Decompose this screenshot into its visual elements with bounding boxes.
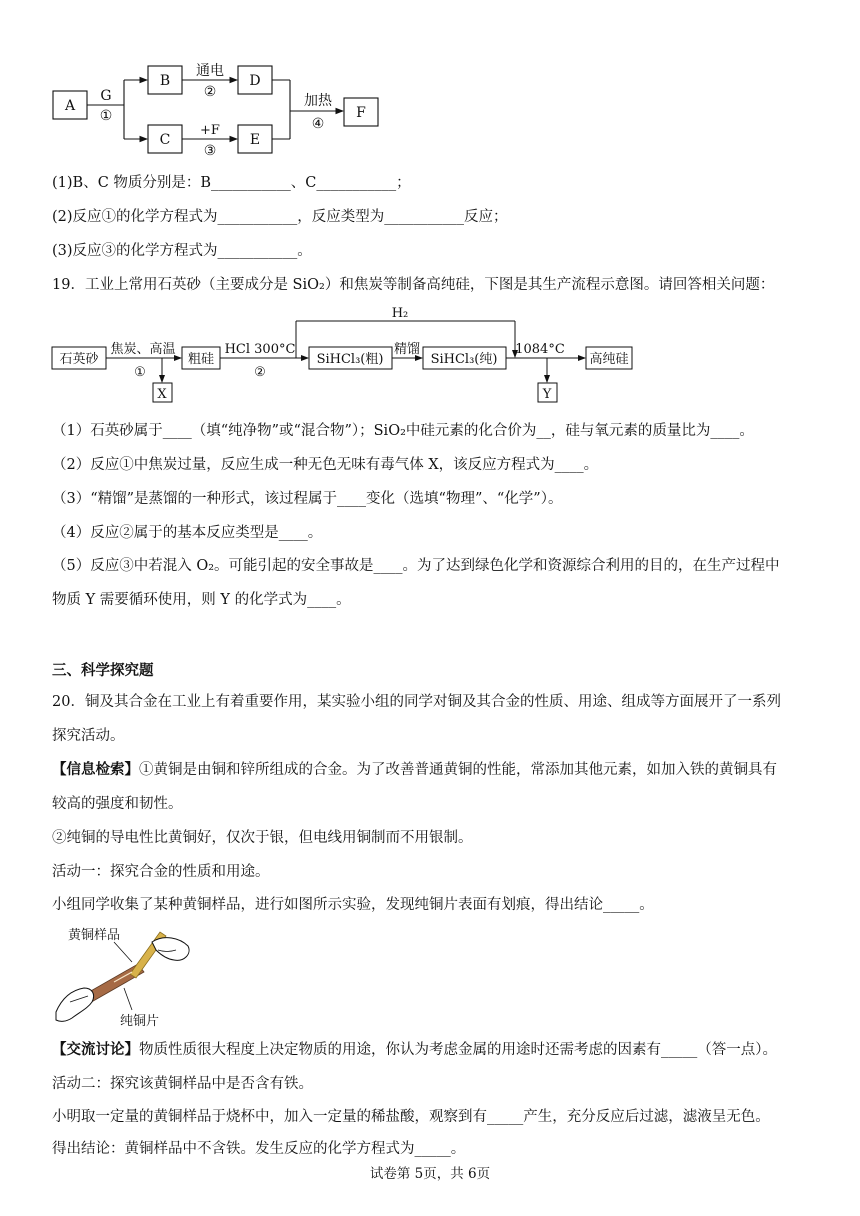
label-r3: ③ xyxy=(203,143,217,159)
discussion-text: 物质性质很大程度上决定物质的用途，你认为考虑金属的用途时还需考虑的因素有_____（答一点）。 xyxy=(139,1042,777,1058)
info-text-1: ①黄铜是由铜和锌所组成的合金。为了改善普通黄铜的性能，常添加其他元素，如加入铁的黄铜具有 xyxy=(139,762,777,778)
label-g: G xyxy=(100,88,112,104)
flow-shiyingsha: 石英砂 xyxy=(59,352,99,367)
discussion xyxy=(52,1040,777,1060)
flow-r2: ② xyxy=(254,365,266,380)
q20-info-2: 较高的强度和韧性。 xyxy=(52,796,183,812)
flow-cugui: 粗硅 xyxy=(187,352,215,367)
q19-sub-5a: （5）反应③中若混入 O₂。可能引起的安全事故是____。为了达到绿色化学和资源综合利用的目的，在生产过程中 xyxy=(52,558,780,574)
label-r4: ④ xyxy=(311,116,325,132)
q19-intro: 19．工业上常用石英砂（主要成分是 SiO₂）和焦炭等制备高纯硅，下图是其生产流程示意图。请回答相关问题： xyxy=(52,277,775,293)
flow-sihcl-pure: SiHCl₃(纯) xyxy=(430,352,498,367)
label-tongdian: 通电 xyxy=(196,63,224,79)
q20-line-2: 探究活动。 xyxy=(52,728,125,744)
activity-2-title: 活动二：探究该黄铜样品中是否含有铁。 xyxy=(52,1076,313,1092)
activity-1-title: 活动一：探究合金的性质和用途。 xyxy=(52,864,270,880)
label-r1: ① xyxy=(99,108,113,124)
silicon-production-flow xyxy=(50,304,640,408)
label-jiare: 加热 xyxy=(304,93,332,109)
flow-x: X xyxy=(157,387,167,402)
discussion-label: 【交流讨论】 xyxy=(52,1041,139,1058)
flow-cond-2: HCl 300°C xyxy=(224,342,296,357)
q20-line-1: 20．铜及其合金在工业上有着重要作用，某实验小组的同学对铜及其合金的性质、用途、组成等方面展开了一系列 xyxy=(52,694,781,710)
q19-sub-5b: 物质 Y 需要循环使用，则 Y 的化学式为____。 xyxy=(52,592,351,608)
q20-info-1 xyxy=(52,760,777,780)
q18-item-3: (3)反应③的化学方程式为___________。 xyxy=(52,243,312,259)
flow-jingliu: 精馏 xyxy=(393,342,421,357)
flow-sihcl-crude: SiHCl₃(粗) xyxy=(316,352,384,367)
node-c: C xyxy=(159,132,171,148)
flow-gaochungui: 高纯硅 xyxy=(589,352,629,367)
reaction-flow-diagram xyxy=(50,58,390,164)
page-footer: 试卷第 5页，共 6页 xyxy=(369,1166,491,1182)
label-r2: ② xyxy=(203,84,217,100)
activity-1-text: 小组同学收集了某种黄铜样品，进行如图所示实验，发现纯铜片表面有划痕，得出结论_____。 xyxy=(52,897,654,913)
label-brass-sample: 黄铜样品 xyxy=(68,928,121,943)
flow-y: Y xyxy=(542,387,552,402)
section-title: 三、科学探究题 xyxy=(52,662,154,679)
q19-sub-1: （1）石英砂属于____（填“纯净物”或“混合物”）；SiO₂中硅元素的化合价为__，硅与氧元素的质量比为____。 xyxy=(52,423,754,439)
node-d: D xyxy=(249,73,261,89)
activity-2-line-2: 得出结论：黄铜样品中不含铁。发生反应的化学方程式为_____。 xyxy=(52,1141,466,1157)
flow-cond-1: 焦炭、高温 xyxy=(110,342,176,357)
node-f: F xyxy=(356,105,366,121)
q19-sub-4: （4）反应②属于的基本反应类型是____。 xyxy=(52,525,323,541)
q19-sub-2: （2）反应①中焦炭过量，反应生成一种无色无味有毒气体 X，该反应方程式为____。 xyxy=(52,457,599,473)
q18-item-1: (1)B、C 物质分别是：B___________、C___________； xyxy=(52,175,411,191)
flow-cond-3: 1084°C xyxy=(515,342,565,357)
node-b: B xyxy=(159,73,171,89)
flow-h2: H₂ xyxy=(391,306,409,321)
scratch-experiment-illustration xyxy=(52,924,202,1029)
label-pure-copper: 纯铜片 xyxy=(120,1014,160,1029)
label-plusf: +F xyxy=(200,123,220,138)
activity-2-line-1: 小明取一定量的黄铜样品于烧杯中，加入一定量的稀盐酸，观察到有_____产生，充分反应后过滤，滤液呈无色。 xyxy=(52,1109,770,1125)
q20-info-3: ②纯铜的导电性比黄铜好，仅次于银，但电线用铜制而不用银制。 xyxy=(52,830,473,846)
flow-r1: ① xyxy=(134,365,146,380)
node-e: E xyxy=(249,132,261,148)
node-a: A xyxy=(64,98,76,114)
info-label: 【信息检索】 xyxy=(52,761,139,778)
q18-item-2: (2)反应①的化学方程式为___________，反应类型为___________反应； xyxy=(52,209,508,225)
q19-sub-3: （3）“精馏”是蒸馏的一种形式，该过程属于____变化（选填“物理”、“化学”）。 xyxy=(52,491,563,507)
